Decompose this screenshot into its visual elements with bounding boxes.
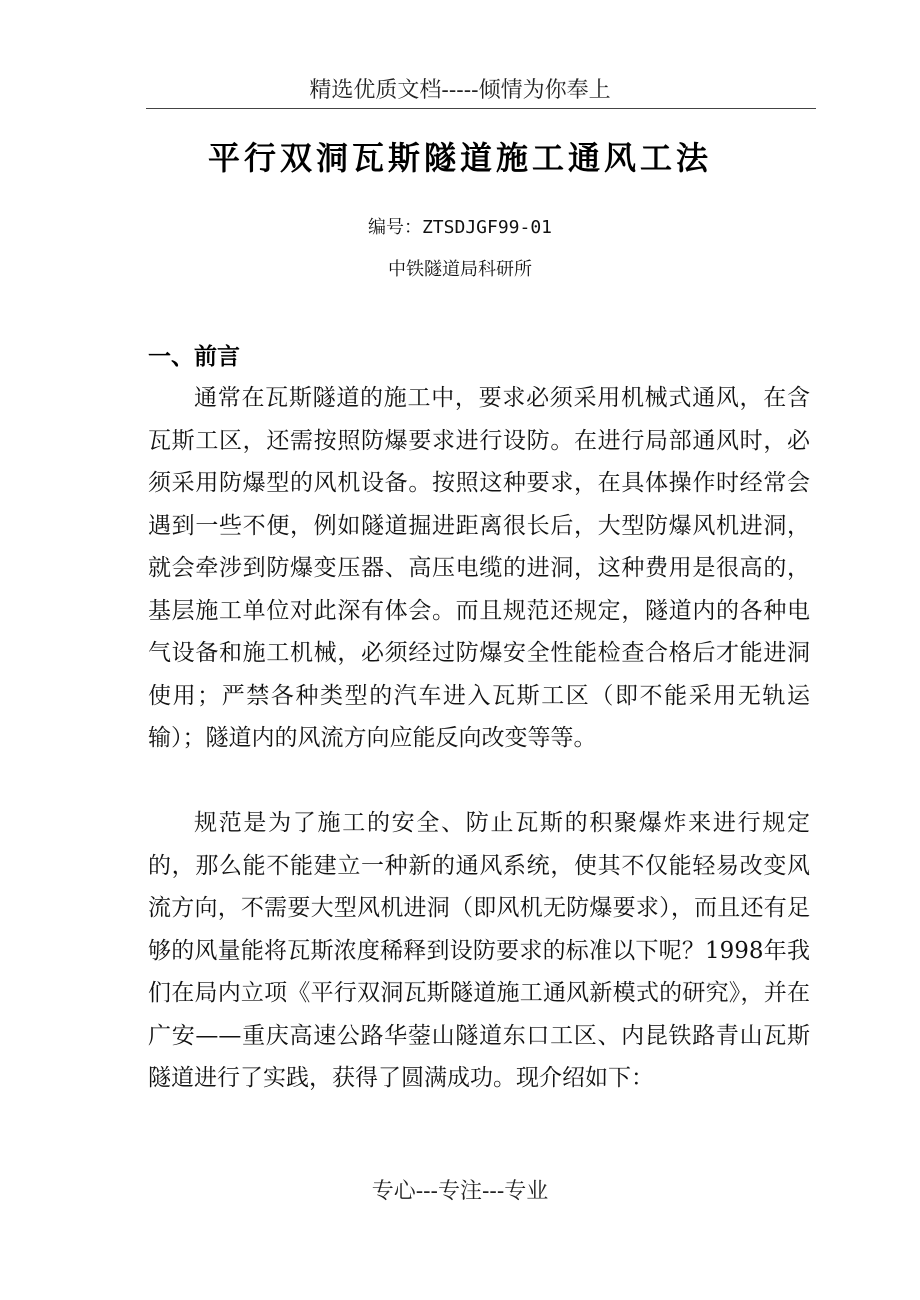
document-number <box>0 214 920 242</box>
page-header: 精选优质文档-----倾情为你奉上 <box>309 78 611 103</box>
document-number-label: 编号： <box>367 217 422 238</box>
body-paragraph: 规范是为了施工的安全、防止瓦斯的积聚爆炸来进行规定的，那么能不能建立一种新的通风系统，使其不仅能轻易改变风流方向，不需要大型风机进洞（即风机无防爆要求），而且还有足够的风量能将瓦斯浓度稀释到设防要求的标准以下呢？1998年我们在局内立项《平行双洞瓦斯隧道施工通风新模式的研究》，并在广安——重庆高速公路华蓥山隧道东口工区、内昆铁路青山瓦斯隧道进行了实践，获得了圆满成功。现介绍如下： <box>148 810 810 1091</box>
document-number-value: ZTSDJGF99-01 <box>421 217 553 238</box>
page-footer: 专心---专注---专业 <box>371 1179 549 1204</box>
header-divider <box>146 108 816 109</box>
document-title: 平行双洞瓦斯隧道施工通风工法 <box>207 139 712 177</box>
document-organization: 中铁隧道局科研所 <box>388 259 532 280</box>
section-heading: 一、前言 <box>148 344 240 370</box>
body-paragraph: 通常在瓦斯隧道的施工中，要求必须采用机械式通风，在含瓦斯工区，还需按照防爆要求进行设防。在进行局部通风时，必须采用防爆型的风机设备。按照这种要求，在具体操作时经常会遇到一些不便，例如隧道掘进距离很长后，大型防爆风机进洞，就会牵涉到防爆变压器、高压电缆的进洞，这种费用是很高的，基层施工单位对此深有体会。而且规范还规定，隧道内的各种电气设备和施工机械，必须经过防爆安全性能检查合格后才能进洞使用；严禁各种类型的汽车进入瓦斯工区（即不能采用无轨运输）；隧道内的风流方向应能反向改变等等。 <box>148 385 810 751</box>
